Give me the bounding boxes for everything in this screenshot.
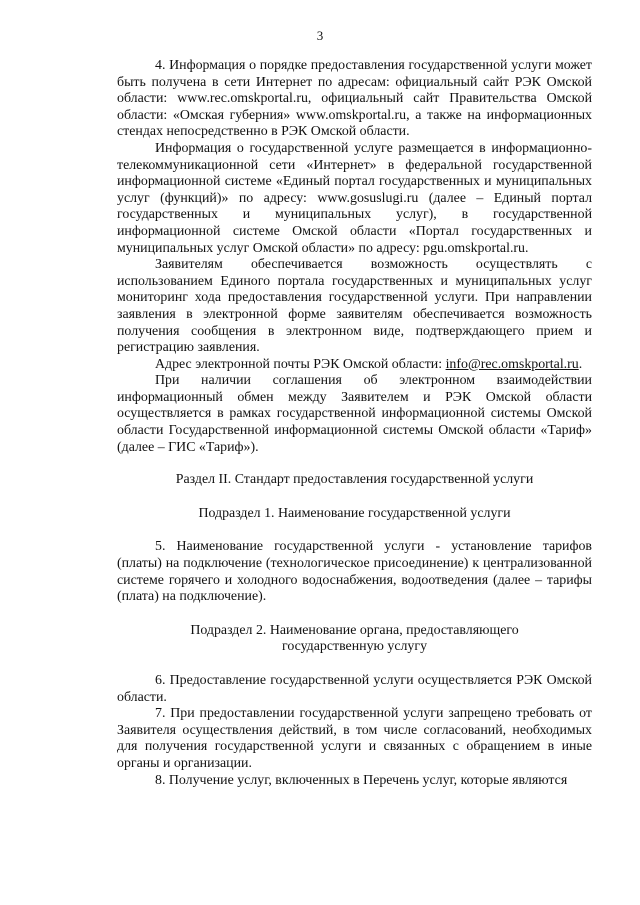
paragraph-gis-tarif: При наличии соглашения об электронном взаимодействии информационный обмен между Заявителем и РЭК Омской области осуществляется в рамках государственной информационной системы Омской области Государственной информационной системы Омской области «Тариф» (далее – ГИС «Тариф»). [117, 373, 592, 455]
section-2-heading: Раздел II. Стандарт предоставления государственной услуги [175, 472, 534, 488]
paragraph-email [117, 357, 592, 374]
email-link[interactable]: info@rec.omskportal.ru [445, 356, 579, 372]
subsection-2-heading-line2: государственную услугу [281, 639, 428, 655]
paragraph-7: 7. При предоставлении государственной услуги запрещено требовать от Заявителя осуществления действий, в том числе согласований, необходимых для получения государственной услуги и связанных с обращением в иные органы и организации. [117, 706, 592, 771]
subsection-2-heading-line1: Подраздел 2. Наименование органа, предоставляющего [190, 622, 519, 638]
document-body [117, 58, 592, 789]
subsection-1-heading: Подраздел 1. Наименование государственной услуги [198, 505, 511, 521]
email-suffix: . [578, 356, 583, 372]
paragraph-5-service-name: 5. Наименование государственной услуги - установление тарифов (платы) на подключение (технологическое присоединение) к централизованной системе горячего и холодного водоснабжения, водоотведения (далее – тарифы (плата) на подключение). [117, 539, 592, 605]
paragraph-monitoring: Заявителям обеспечивается возможность осуществлять с использованием Единого портала государственных и муниципальных услуг мониторинг хода предоставления государственной услуги. При направлении заявления в электронной форме заявителям обеспечивается возможность получения сообщения в электронном виде, подтверждающего прием и регистрацию заявления. [117, 257, 592, 356]
paragraph-4-info-sources: 4. Информация о порядке предоставления государственной услуги может быть получена в сети Интернет по адресам: официальный сайт РЭК Омской области: www.rec.omskportal.ru, официальный сайт Правительства Омской области: «Омская губерния» www.omskportal.ru, а также на информационных стендах непосредственно в РЭК Омской области. [117, 58, 592, 140]
email-prefix: Адрес электронной почты РЭК Омской области: [155, 356, 446, 372]
paragraph-8: 8. Получение услуг, включенных в Перечень услуг, которые являются [155, 772, 568, 788]
subsection-2-heading [117, 623, 592, 656]
page-number: 3 [316, 28, 324, 43]
paragraph-6: 6. Предоставление государственной услуги осуществляется РЭК Омской области. [117, 673, 592, 705]
paragraph-internet-info: Информация о государственной услуге размещается в информационно-телекоммуникационной сети «Интернет» в федеральной государственной информационной системе «Единый портал государственных и муниципальных услуг (функций)» по адресу: www.gosuslugi.ru (далее – Единый портал государственных и муниципальных услуг), в государственной информационной системе Омской области «Портал государственных и муниципальных услуг Омской области» по адресу: pgu.omskportal.ru. [117, 140, 592, 256]
